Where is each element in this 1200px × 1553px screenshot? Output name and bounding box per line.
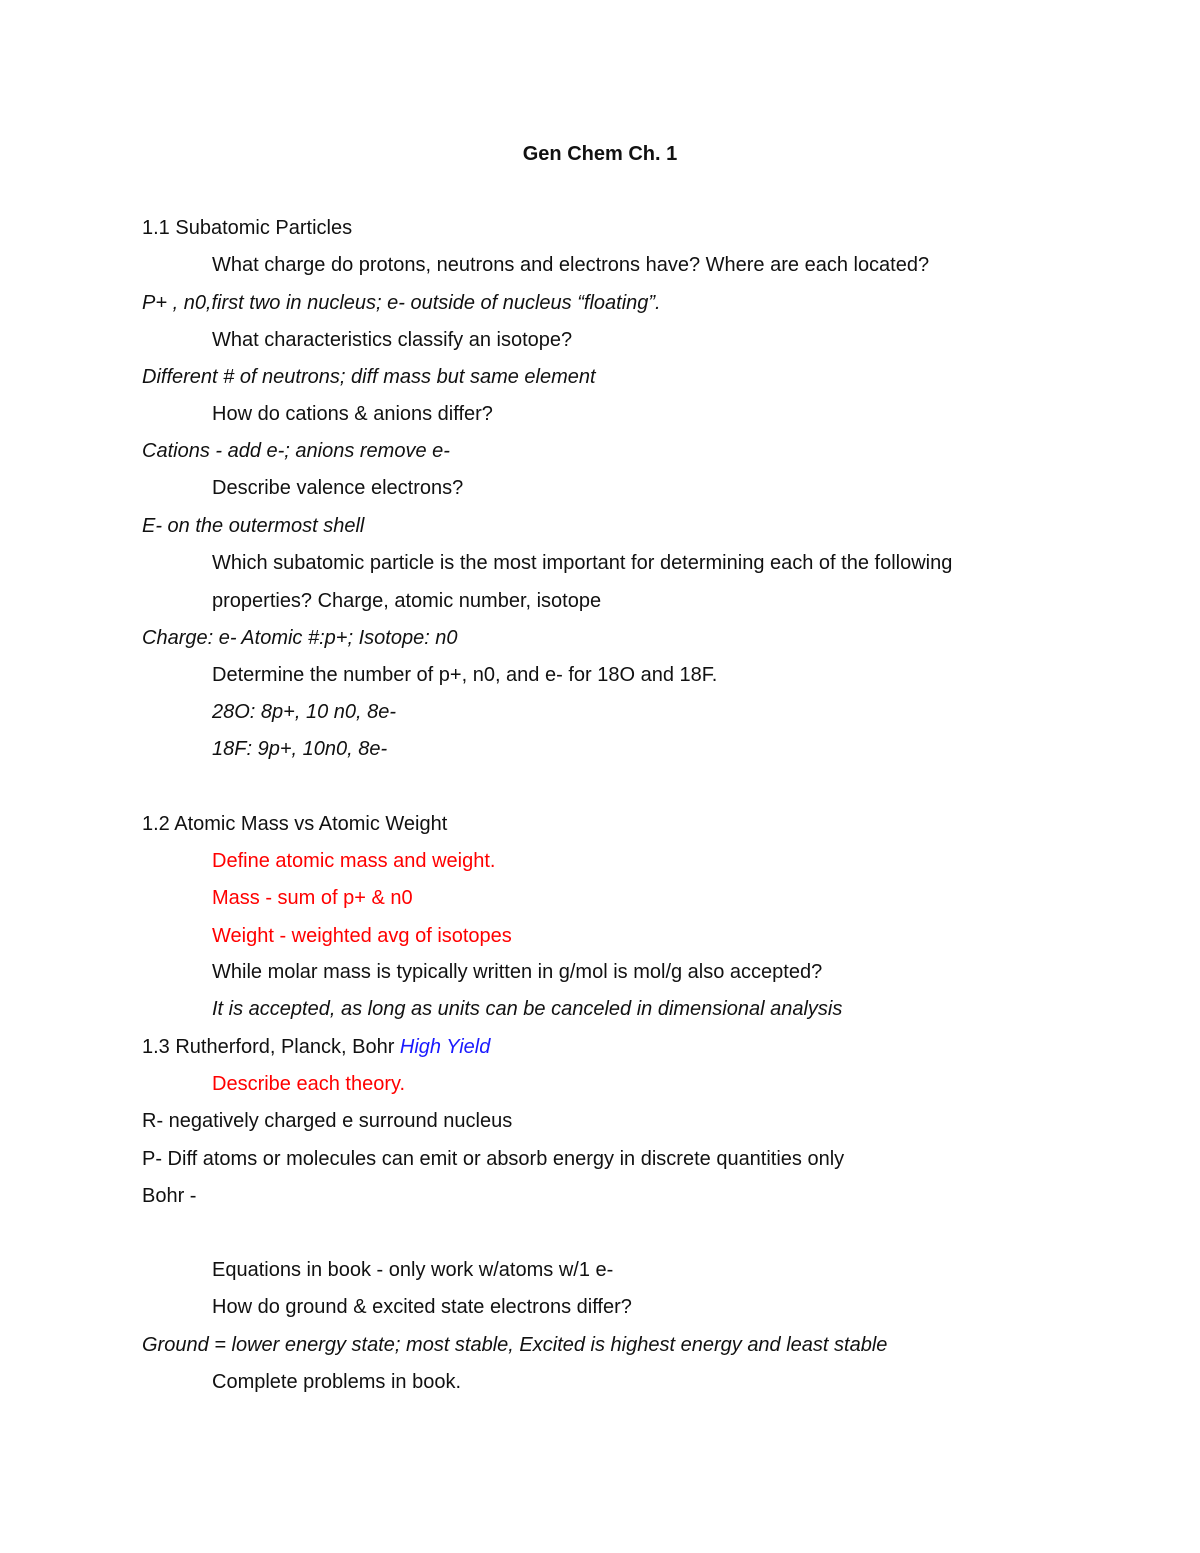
answer-text: Weight - weighted avg of isotopes xyxy=(212,925,512,947)
answer-text: Mass - sum of p+ & n0 xyxy=(212,887,413,909)
answer-text: Bohr - xyxy=(142,1185,197,1207)
answer-text: E- on the outermost shell xyxy=(142,515,365,537)
question-text: properties? Charge, atomic number, isotope xyxy=(212,590,602,612)
section-heading-1-3 xyxy=(142,1033,490,1061)
section-heading-1-2: 1.2 Atomic Mass vs Atomic Weight xyxy=(142,813,448,835)
document-title: Gen Chem Ch. 1 xyxy=(522,143,678,165)
section-heading-1-1: 1.1 Subatomic Particles xyxy=(142,217,353,239)
question-text: Which subatomic particle is the most important for determining each of the following xyxy=(212,552,953,574)
answer-text: P- Diff atoms or molecules can emit or absorb energy in discrete quantities only xyxy=(142,1148,845,1170)
answer-text: Cations - add e-; anions remove e- xyxy=(142,440,450,462)
answer-text: P+ , n0,first two in nucleus; e- outside of nucleus “floating”. xyxy=(142,292,661,314)
answer-text: Charge: e- Atomic #:p+; Isotope: n0 xyxy=(142,627,458,649)
question-text: While molar mass is typically written in g/mol is mol/g also accepted? xyxy=(212,961,823,983)
high-yield-tag: High Yield xyxy=(399,1036,491,1058)
answer-text: Different # of neutrons; diff mass but same element xyxy=(142,366,596,388)
question-text: Describe valence electrons? xyxy=(212,477,464,499)
answer-text: 28O: 8p+, 10 n0, 8e- xyxy=(212,701,397,723)
question-text: Define atomic mass and weight. xyxy=(212,850,496,872)
question-text: What charge do protons, neutrons and electrons have? Where are each located? xyxy=(212,254,930,276)
question-text: How do ground & excited state electrons differ? xyxy=(212,1296,632,1318)
note-text: Equations in book - only work w/atoms w/1 e- xyxy=(212,1259,614,1281)
question-text: Complete problems in book. xyxy=(212,1371,462,1393)
answer-text: It is accepted, as long as units can be canceled in dimensional analysis xyxy=(212,998,843,1020)
question-text: Determine the number of p+, n0, and e- for 18O and 18F. xyxy=(212,664,718,686)
answer-text: 18F: 9p+, 10n0, 8e- xyxy=(212,738,388,760)
question-text: Describe each theory. xyxy=(212,1073,406,1095)
section-heading-text: 1.3 Rutherford, Planck, Bohr xyxy=(142,1036,400,1058)
question-text: What characteristics classify an isotope? xyxy=(212,329,573,351)
answer-text: R- negatively charged e surround nucleus xyxy=(142,1110,513,1132)
question-text: How do cations & anions differ? xyxy=(212,403,493,425)
answer-text: Ground = lower energy state; most stable, Excited is highest energy and least stable xyxy=(142,1334,888,1356)
